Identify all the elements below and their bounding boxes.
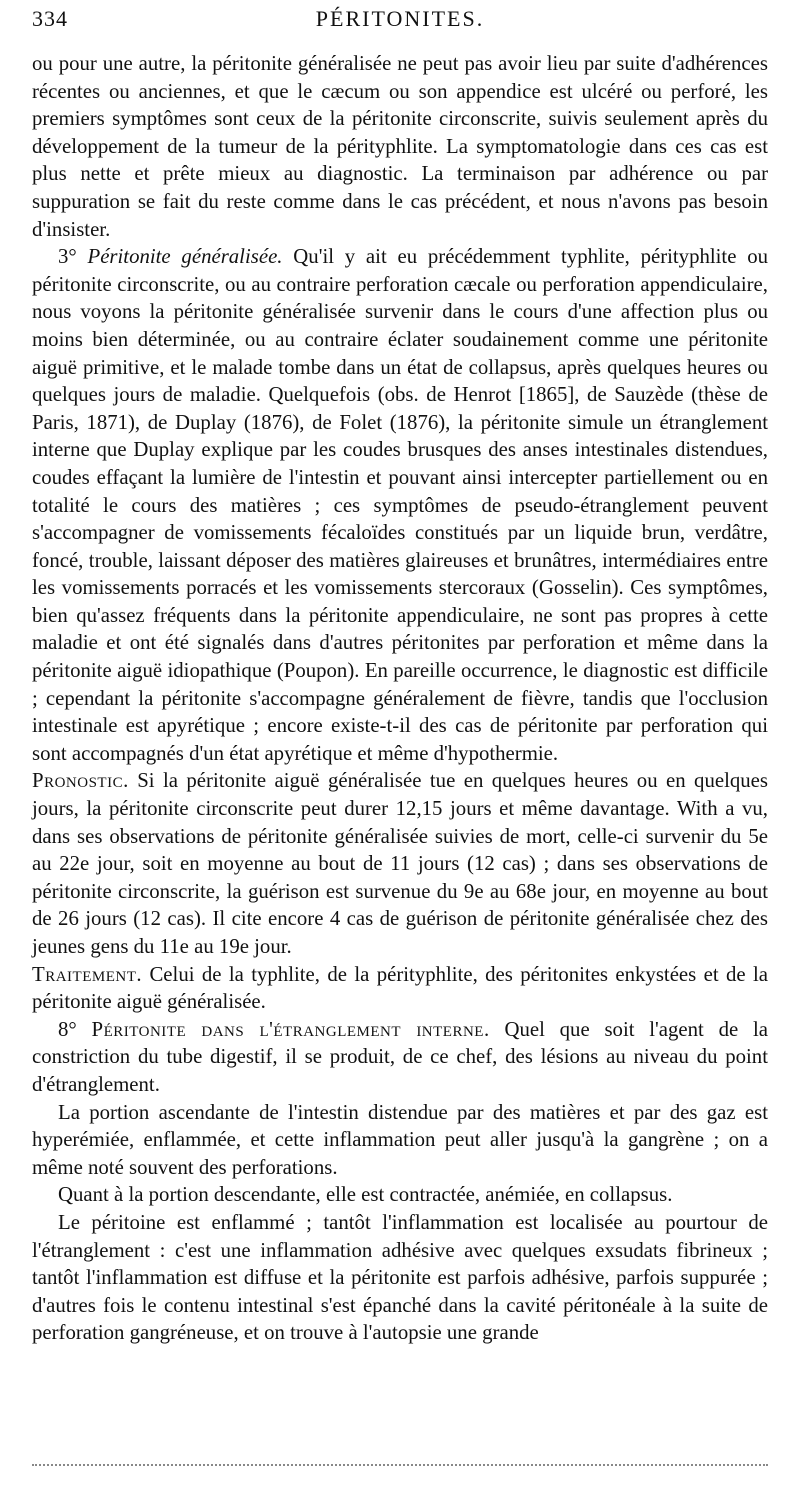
paragraph-5-text: Quel que soit l'agent de la constriction du tube digestif, il se produit, de ce chef, des lésions au niveau du point d'étranglement. (32, 1017, 769, 1096)
paragraph-2 (32, 243, 768, 767)
paragraph-6 (32, 1099, 768, 1182)
paragraph-3-text: Si la péritonite aiguë généralisée tue en quelques heures ou en quelques jours, la péritonite circonscrite peut durer 12,15 jours et même davantage. With a vu, dans ses observations de péritonite généralisée suivies de mort, celle-ci survenir du 5e au 22e jour, soit en moyenne au bout de 11 jours (12 cas) ; dans ses observations de péritonite circonscrite, la guérison est survenue du 9e au 68e jour, en moyenne au bout de 26 jours (12 cas). Il cite encore 4 cas de guérison de péritonite généralisée chez des jeunes gens du 11e au 19e jour. (32, 769, 768, 958)
paragraph-2-text: Qu'il y ait eu précédemment typhlite, pérityphlite ou péritonite circonscrite, ou au contraire perforation cæcale ou perforation appendiculaire, nous voyons la péritonite généralisée survenir dans le cours d'une affection plus ou moins bien déterminée, ou au contraire éclater soudainement comme une péritonite aiguë primitive, et le malade tombe dans un état de collapsus, après quelques heures ou quelques jours de maladie. Quelquefois (obs. de Henrot [1865], de Sauzède (thèse de Paris, 1871), de Duplay (1876), de Folet (1876), la péritonite simule un étranglement interne que Duplay explique par les coudes brusques des anses intestinales distendues, coudes effaçant la lumière de l'intestin et pouvant ainsi intercepter partiellement ou en totalité le cours des matières ; ces symptômes de pseudo-étranglement peuvent s'accompagner de vomissements fécaloïdes constitués par un liquide brun, verdâtre, foncé, trouble, laissant déposer des matières glaireuses et brunâtres, intermédiaires entre les vomissements porracés et les vomissements stercoraux (Gosselin). Ces symptômes, bien qu'assez fréquents dans la péritonite appendiculaire, ne sont pas propres à cette maladie et ont été signalés dans d'autres péritonites par perforation et même dans la péritonite aiguë idiopathique (Poupon). En pareille occurrence, le diagnostic est difficile ; cependant la péritonite s'accompagne généralement de fièvre, tandis que l'occlusion intestinale est apyrétique ; encore existe-t-il des cas de péritonite par perforation qui sont accompagnés d'un état apyrétique et même d'hypothermie. (32, 245, 769, 765)
page-header (32, 6, 768, 46)
page-number: 334 (32, 6, 68, 31)
paragraph-3 (32, 767, 768, 960)
paragraph-4-text: Celui de la typhlite, de la pérityphlite, des péritonites enkystées et de la péritonite aiguë généralisée. (32, 962, 768, 1014)
paragraph-8-text: Le péritoine est enflammé ; tantôt l'inflammation est localisée au pourtour de l'étranglement : c'est une inflammation adhésive avec quelques exsudats fibrineux ; tantôt l'inflammation est diffuse et la péritonite est parfois adhésive, parfois suppurée ; d'autres fois le contenu intestinal s'est épanché dans la cavité péritonéale à la suite de perforation gangréneuse, et on trouve à l'autopsie une grande (32, 1210, 768, 1345)
paragraph-7-text: Quant à la portion descendante, elle est contractée, anémiée, en collapsus. (58, 1183, 673, 1207)
traitement-label: Traitement. (32, 962, 143, 986)
section-number: 8° (58, 1017, 77, 1041)
section-heading: Péritonite généralisée. (87, 245, 283, 269)
pronostic-label: Pronostic. (32, 769, 129, 793)
paragraph-1 (32, 50, 768, 243)
section-heading: Péritonite dans l'étranglement interne. (91, 1017, 490, 1041)
paragraph-7 (32, 1181, 768, 1209)
paragraph-1-text: ou pour une autre, la péritonite généralisée ne peut pas avoir lieu par suite d'adhérences récentes ou anciennes, et que le cæcum ou son appendice est ulcéré ou perforé, les premiers symptômes sont ceux de la péritonite circonscrite, suivis seulement après du développement de la tumeur de la pérityphlite. La symptomatologie dans ces cas est plus nette et prête mieux au diagnostic. La terminaison par adhérence ou par suppuration se fait du reste comme dans le cas précédent, et nous n'avons pas besoin d'insister. (32, 52, 768, 241)
footer-rule (32, 1464, 768, 1466)
paragraph-5 (32, 1016, 768, 1099)
running-title: PÉRITONITES. (315, 6, 485, 31)
paragraph-6-text: La portion ascendante de l'intestin distendue par des matières et par des gaz est hyperémiée, enflammée, et cette inflammation peut aller jusqu'à la gangrène ; on a même noté souvent des perforations. (32, 1100, 768, 1179)
paragraph-8 (32, 1209, 768, 1347)
paragraph-4 (32, 961, 768, 1016)
section-number: 3° (58, 245, 77, 269)
body-text (32, 50, 768, 1347)
